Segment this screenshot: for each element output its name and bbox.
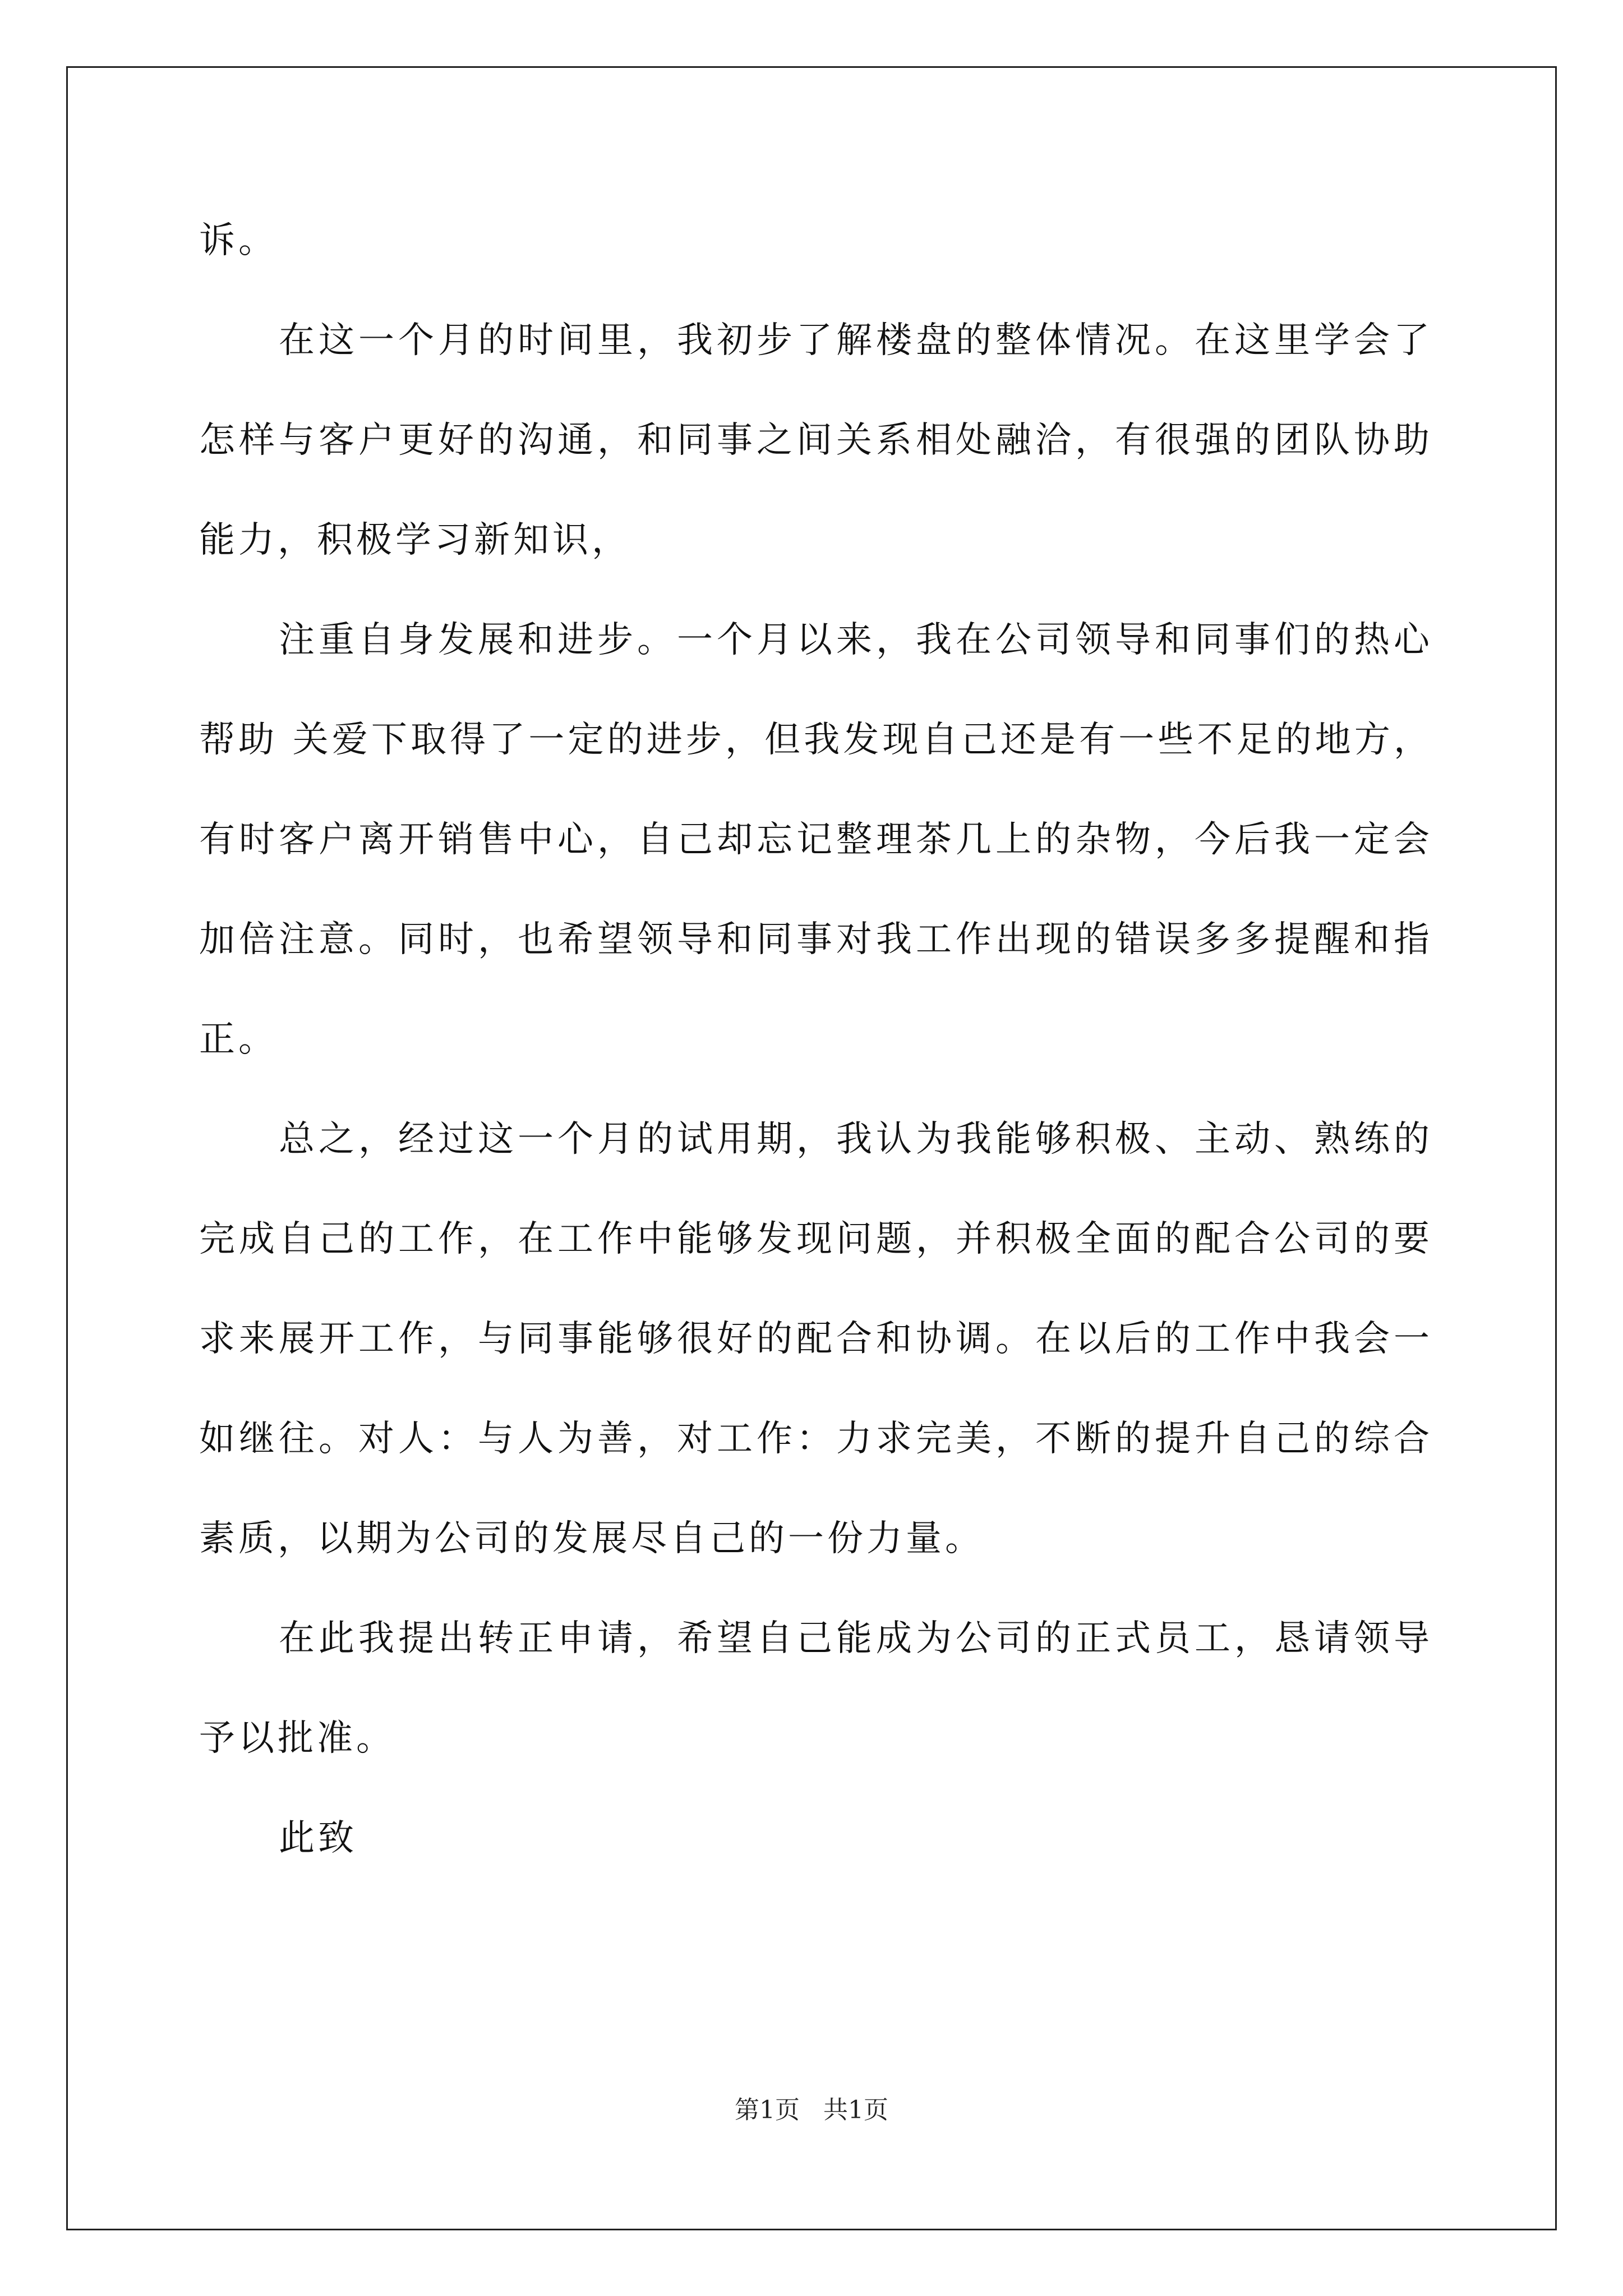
document-body xyxy=(199,191,1433,1888)
paragraph-1: 诉。 xyxy=(199,220,278,261)
paragraph-closing: 此致 xyxy=(279,1818,357,1859)
page-number: 第1页 xyxy=(735,2096,800,2124)
paragraph-5: 在此我提出转正申请，希望自己能成为公司的正式员工，恳请领导予以批准。 xyxy=(199,1618,1433,1759)
page-total: 共1页 xyxy=(823,2096,888,2124)
paragraph-2: 在这一个月的时间里，我初步了解楼盘的整体情况。在这里学会了怎样与客户更好的沟通，和同事之间关系相处融洽，有很强的团队协助能力，积极学习新知识， xyxy=(199,320,1433,561)
page-footer xyxy=(0,2093,1623,2127)
paragraph-4: 总之，经过这一个月的试用期，我认为我能够积极、主动、熟练的完成自己的工作，在工作中能够发现问题，并积极全面的配合公司的要求来展开工作，与同事能够很好的配合和协调。在以后的工作中我会一如继往。对人：与人为善，对工作：力求完美，不断的提升自己的综合素质，以期为公司的发展尽自己的一份力量。 xyxy=(199,1119,1433,1559)
paragraph-3: 注重自身发展和进步。一个月以来，我在公司领导和同事们的热心帮助 关爱下取得了一定的进步，但我发现自己还是有一些不足的地方，有时客户离开销售中心，自己却忘记整理茶几上的杂物，今后我一定会加倍注意。同时，也希望领导和同事对我工作出现的错误多多提醒和指正。 xyxy=(199,619,1433,1060)
